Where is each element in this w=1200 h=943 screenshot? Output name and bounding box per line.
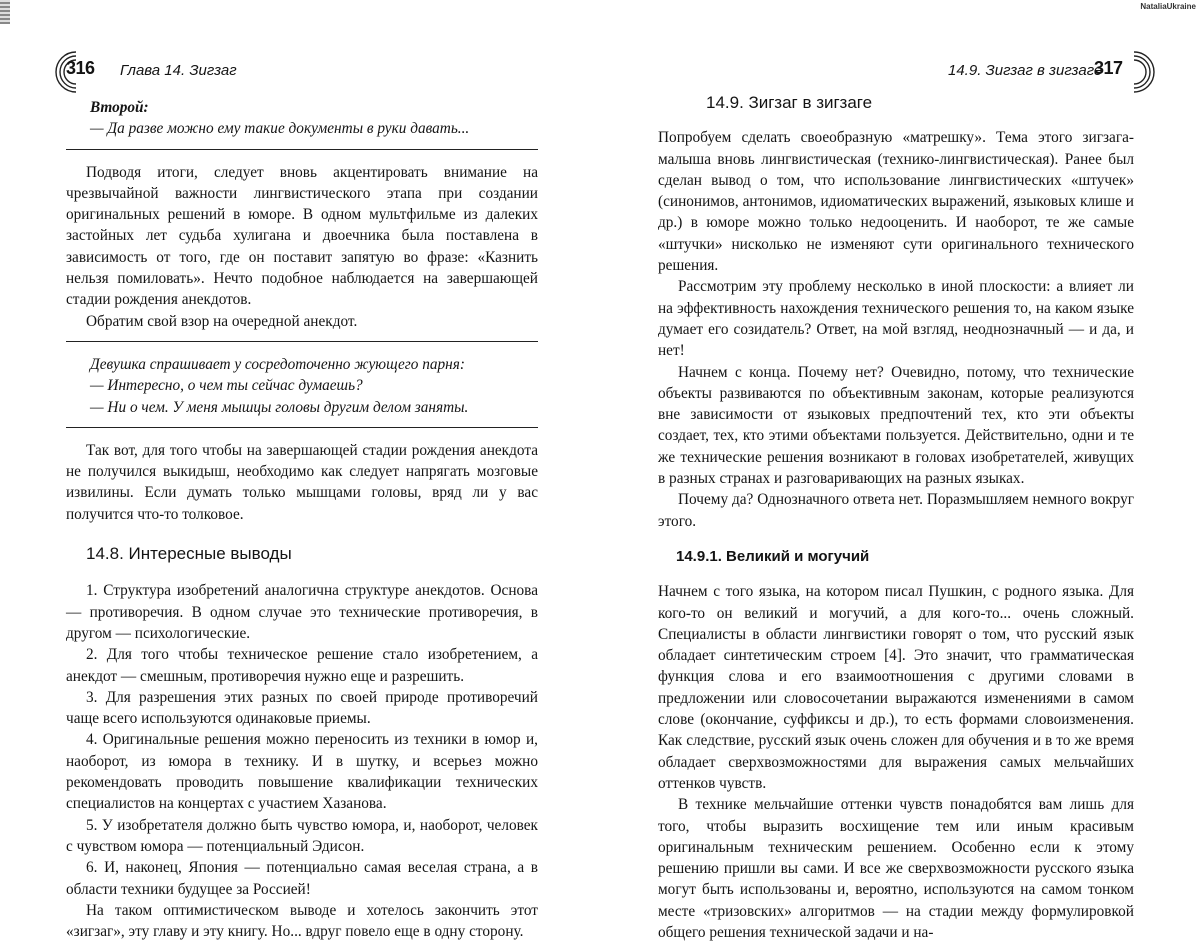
list-item: 1. Структура изобретений аналогична структуре анекдотов. Основа — противоречия. В одном случае это технические противоречия, в другом — психологические. xyxy=(66,582,538,642)
left-page-number-block xyxy=(54,50,124,94)
list-item: 3. Для разрешения этих разных по своей природе противоречий чаще всего используются одинаковые приемы. xyxy=(66,688,538,728)
paragraph: Почему да? Однозначного ответа нет. Поразмышляем немного вокруг этого. xyxy=(658,491,1134,530)
divider xyxy=(66,427,538,428)
page-number-arcs-icon xyxy=(1126,50,1156,94)
left-column xyxy=(66,97,538,942)
paragraph: Рассмотрим эту проблему несколько в иной плоскости: а влияет ли на эффективность нахождения технического решения то, на каком языке думает его созидатель? Ответ, на мой взгляд, неоднозначный — и да, и нет! xyxy=(658,278,1134,360)
right-page-number-block xyxy=(1086,50,1156,94)
section-heading: 14.8. Интересные выводы xyxy=(86,544,292,564)
paragraph: В технике мельчайшие оттенки чувств понадобятся вам лишь для того, чтобы выразить восхищение тем или иным красивым оригинальным техническим решением. Особенно если к этому решению пришли вы сами. И все же сверхвозможности русского языка могут быть использованы и, вероятно, используются на самом тонком месте «тризовских» алгоритмов — на стадии между формулировкой общего решения технической задачи и на- xyxy=(658,796,1134,941)
running-head: 14.9. Зигзаг в зигзаге xyxy=(948,62,1103,79)
list-item: 5. У изобретателя должно быть чувство юмора, и, наоборот, человек с чувством юмора — потенциальный Эдисон. xyxy=(66,816,538,855)
paragraph: На таком оптимистическом выводе и хотелось закончить этот «зигзаг», эту главу и эту книгу. Но... вдруг повело еще в одну сторону. xyxy=(66,901,538,941)
dialogue-intro: Девушка спрашивает у сосредоточенно жующего парня: xyxy=(90,355,465,373)
left-page xyxy=(0,0,600,941)
list-item: 2. Для того чтобы техническое решение стало изобретением, а анекдот — смешным, противоречия нужно еще и разрешить. xyxy=(66,646,538,685)
paragraph: Обратим свой взор на очередной анекдот. xyxy=(86,312,358,330)
paragraph: Попробуем сделать своеобразную «матрешку». Тема этого зигзага-малыша вновь лингвистическая (технико-лингвистическая). Ранее был сделан вывод о том, что использование лингвистических «штучек» (синонимов, антонимов, идиоматических выражений, языковых клише и др.) в юморе можно только недооценить. И наоборот, те же самые «штучки» нисколько не изменяют сути оригинального технического решения. xyxy=(658,129,1134,275)
right-column xyxy=(658,92,1134,943)
subsection-heading: 14.9.1. Великий и могучий xyxy=(676,547,870,565)
dialogue-line: — Ни о чем. У меня мышцы головы другим делом заняты. xyxy=(90,398,469,416)
paragraph: Начнем с того языка, на котором писал Пушкин, с родного языка. Для кого-то он великий и могучий, а для кого-то... очень сложный. Специалисты в области лингвистики говорят о том, что русский язык обладает синтетическим строем [4]. Это значит, что грамматическая функция слова и его взаимоотношения с другими словами в предложении или словосочетании выражаются изменениями в самом слове (окончание, суффиксы и др.), то есть формами словоизменения. Как следствие, русский язык очень сложен для обучения и в то же время обладает сверхвозможностями для выражения самых мельчайших оттенков чувств. xyxy=(658,583,1134,792)
paragraph: Подводя итоги, следует вновь акцентировать внимание на чрезвычайной важности лингвистического этапа при создании оригинальных решений в юморе. В одном мультфильме из далеких застойных лет судьба хулигана и двоечника была поставлена в зависимость от того, где он поставит запятую во фразе: «Казнить нельзя помиловать». Нечто подобное наблюдается на завершающей стадии рождения анекдотов. xyxy=(66,163,538,309)
list-item: 4. Оригинальные решения можно переносить из техники в юмор и, наоборот, из юмора в технику. И в шутку, и всерьез можно рекомендовать проводить повышение квалификации технических специалистов на концертах с участием Хазанова. xyxy=(66,731,538,813)
dialogue-speaker: Второй: xyxy=(90,99,149,116)
dialogue-line: — Да разве можно ему такие документы в руки давать... xyxy=(90,120,470,138)
section-heading: 14.9. Зигзаг в зигзаге xyxy=(706,93,873,112)
dialogue-line: — Интересно, о чем ты сейчас думаешь? xyxy=(90,377,363,395)
page-number: 316 xyxy=(66,58,95,78)
corner-watermark: NataliaUkraine xyxy=(1140,2,1196,11)
divider xyxy=(66,149,538,150)
divider xyxy=(66,341,538,342)
paragraph: Начнем с конца. Почему нет? Очевидно, потому, что технические объекты развиваются по объективным законам, которые реализуются вне зависимости от языковых предпочтений тех, кто эти объекты создает, тех, кто этими объектами пользуется. Действительно, одни и те же технические решения возникают в головах изобретателей, живущих в разных странах и разговаривающих на разных языках. xyxy=(658,363,1134,488)
page-number: 317 xyxy=(1094,58,1123,78)
paragraph: Так вот, для того чтобы на завершающей стадии рождения анекдота не получился выкидыш, необходимо как следует напрягать мозговые извилины. Если думать только мышцами головы, вряд ли у вас получится что-то толковое. xyxy=(66,441,538,523)
running-head: Глава 14. Зигзаг xyxy=(120,62,237,79)
list-item: 6. И, наконец, Япония — потенциально самая веселая страна, а в области техники будущее за Россией! xyxy=(66,859,538,898)
